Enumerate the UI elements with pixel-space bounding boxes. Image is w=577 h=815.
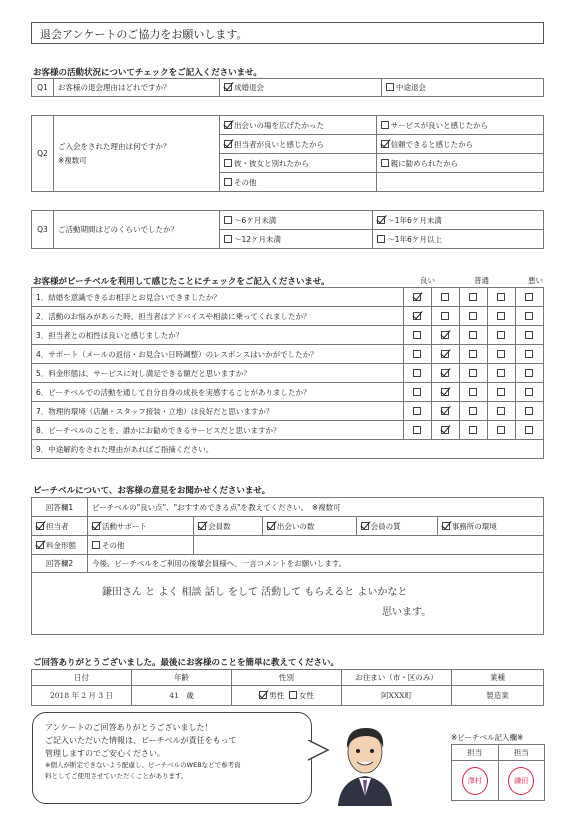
checkbox-checked[interactable] xyxy=(441,407,449,415)
note-line-1: ※個人が断定できないよう配慮し、ビーチベルのWEBなどで参考資 xyxy=(45,761,241,769)
checkbox[interactable] xyxy=(469,350,477,358)
field2-label: 回答欄2 xyxy=(32,555,88,573)
checkbox[interactable] xyxy=(497,369,505,377)
page-title: 退会アンケートのご協力をお願いします。 xyxy=(31,22,544,44)
checkbox[interactable] xyxy=(497,350,505,358)
checkbox[interactable] xyxy=(413,388,421,396)
rating-question: 6．ビーチベルでの活動を通して自分自身の成長を実感することがありましたか？ xyxy=(32,383,404,402)
date-value[interactable]: 2018 年 2 月 3 日 xyxy=(32,686,132,706)
staff-table xyxy=(451,744,545,801)
comment-line-2: 思います。 xyxy=(382,607,432,618)
staff-stamp-cell-1 xyxy=(452,761,499,801)
note-line-2: 料としてご使用させていただくことがあります。 xyxy=(45,772,188,780)
rating-question: 8．ビーチベルのことを、誰かにお勧めできるサービスだと思いますか？ xyxy=(32,421,404,440)
rating-cell[interactable] xyxy=(516,307,544,326)
q2-option-4[interactable]: 信頼できると感じたから xyxy=(376,135,543,154)
q1-table xyxy=(31,78,544,97)
rating-cell[interactable] xyxy=(516,345,544,364)
staff-stamp-cell-2 xyxy=(498,761,545,801)
q1-number: Q1 xyxy=(32,79,54,97)
checkbox[interactable] xyxy=(441,312,449,320)
thanks-line-2: ご記入いただいた情報は、ビーチベルが責任をもって xyxy=(45,736,237,745)
checkbox[interactable] xyxy=(525,388,533,396)
opinion-table xyxy=(31,497,544,635)
checkbox[interactable] xyxy=(525,312,533,320)
checkbox[interactable] xyxy=(525,426,533,434)
field2-text: 今後、ビーチベルをご利用の後輩会員様へ、一言コメントをお願いします。 xyxy=(88,555,544,573)
rating-cell[interactable] xyxy=(432,421,460,440)
checkbox[interactable] xyxy=(469,293,477,301)
rating-cell[interactable] xyxy=(460,421,488,440)
q3-number: Q3 xyxy=(32,211,54,249)
q2-option-3[interactable]: 担当者が良いと感じたから xyxy=(220,135,377,154)
checkbox-checked[interactable] xyxy=(441,331,449,339)
scale-normal: 普通 xyxy=(474,276,489,285)
rating-cell[interactable] xyxy=(488,383,516,402)
field1-label: 回答欄1 xyxy=(32,498,88,517)
checkbox[interactable] xyxy=(497,407,505,415)
rating-cell[interactable] xyxy=(516,402,544,421)
opt-other[interactable]: その他 xyxy=(88,536,194,555)
checkbox[interactable] xyxy=(525,369,533,377)
checkbox-checked[interactable] xyxy=(441,350,449,358)
thanks-line-3: 管理しますのでご安心ください。 xyxy=(45,749,165,758)
rating-cell[interactable] xyxy=(516,326,544,345)
checkbox-checked[interactable] xyxy=(441,388,449,396)
q3-option-1[interactable]: 〜6ケ月未満 xyxy=(220,211,373,230)
rating-cell[interactable] xyxy=(404,307,432,326)
checkbox[interactable] xyxy=(525,331,533,339)
q3-question: ご活動期間はどのくらいでしたか？ xyxy=(54,211,220,249)
scale-bad: 悪い xyxy=(528,276,543,285)
header-age: 年齢 xyxy=(132,670,232,686)
rating-cell[interactable] xyxy=(460,307,488,326)
rating-cell[interactable] xyxy=(404,402,432,421)
gender-cell: 男性 女性 xyxy=(232,686,342,706)
residence-value[interactable]: 阿XXX町 xyxy=(342,686,452,706)
rating-cell[interactable] xyxy=(404,421,432,440)
rating-cell[interactable] xyxy=(460,383,488,402)
profile-table xyxy=(31,669,544,706)
opt-members[interactable]: 会員数 xyxy=(194,517,263,536)
rating-cell[interactable] xyxy=(488,288,516,307)
q3-option-4[interactable]: 〜1年6ケ月以上 xyxy=(373,230,544,249)
q2-table xyxy=(31,115,544,192)
gender-female-checkbox[interactable] xyxy=(289,691,297,699)
rating-cell[interactable] xyxy=(432,364,460,383)
q1-option-1[interactable]: 成婚退会 xyxy=(220,79,382,97)
industry-value[interactable]: 製造業 xyxy=(452,686,544,706)
header-residence: お住まい（市・区のみ） xyxy=(342,670,452,686)
rating-question: 2．活動のお悩みがあった時、担当者はアドバイスや相談に乗ってくれましたか？ xyxy=(32,307,404,326)
rating-cell[interactable] xyxy=(488,421,516,440)
rating-cell[interactable] xyxy=(488,326,516,345)
rating-cell[interactable] xyxy=(404,364,432,383)
thanks-bubble xyxy=(32,712,312,804)
rating-cell[interactable] xyxy=(488,307,516,326)
rating-row xyxy=(32,307,544,326)
q3-option-2[interactable]: 〜1年6ケ月未満 xyxy=(373,211,544,230)
checkbox[interactable] xyxy=(413,426,421,434)
bubble-tail-icon xyxy=(308,740,330,764)
header-industry: 業種 xyxy=(452,670,544,686)
q2-option-2[interactable]: サービスが良いと感じたから xyxy=(376,116,543,135)
opt-office[interactable]: 事務所の環境 xyxy=(437,517,543,536)
checkbox[interactable] xyxy=(413,331,421,339)
age-value: 41 xyxy=(169,691,179,700)
rating-cell[interactable] xyxy=(460,326,488,345)
checkbox[interactable] xyxy=(469,426,477,434)
q3-table xyxy=(31,210,544,249)
q2-number: Q2 xyxy=(32,116,54,192)
checkbox-checked[interactable] xyxy=(413,293,421,301)
rating-cell[interactable] xyxy=(460,345,488,364)
rating-row xyxy=(32,364,544,383)
rating-cell[interactable] xyxy=(516,421,544,440)
opt-fee[interactable]: 料金形態 xyxy=(32,536,88,555)
checkbox[interactable] xyxy=(497,331,505,339)
checkbox[interactable] xyxy=(413,369,421,377)
rating-cell[interactable] xyxy=(432,326,460,345)
checkbox-checked[interactable] xyxy=(413,312,421,320)
checkbox[interactable] xyxy=(497,293,505,301)
gender-male-checkbox[interactable] xyxy=(259,691,267,699)
rating-cell[interactable] xyxy=(516,364,544,383)
checkbox-checked[interactable] xyxy=(441,426,449,434)
rating-question: 4．サポート（メールの返信・お見合い日時調整）のレスポンスはいかがでしたか？ xyxy=(32,345,404,364)
rating-cell[interactable] xyxy=(432,288,460,307)
rating-question: 7．物理的環境（店舗・スタッフ接装・立地）は良好だと思いますか？ xyxy=(32,402,404,421)
q1-option-2[interactable]: 中途退会 xyxy=(382,79,544,97)
opt-support[interactable]: 活動サポート xyxy=(88,517,194,536)
q2-option-1[interactable]: 出会いの場を広げたかった xyxy=(220,116,377,135)
checkbox[interactable] xyxy=(497,388,505,396)
rating-cell[interactable] xyxy=(516,288,544,307)
section2-heading: お客様がビーチベルを利用して感じたことにチェックをご記入くださいませ。 xyxy=(33,277,330,287)
comment-line-1: 鎌田さん と よく 相談 話し をして 活動して もらえると よいかなと xyxy=(102,587,408,598)
rating-row xyxy=(32,421,544,440)
checkbox[interactable] xyxy=(497,426,505,434)
scale-good: 良い xyxy=(420,276,435,285)
rating-row xyxy=(32,288,544,307)
thanks-line-1: アンケートのご回答ありがとうございました！ xyxy=(45,723,213,732)
checkbox[interactable] xyxy=(441,293,449,301)
rating-cell[interactable] xyxy=(404,345,432,364)
checkbox[interactable] xyxy=(469,369,477,377)
rating-cell[interactable] xyxy=(488,345,516,364)
checkbox[interactable] xyxy=(469,388,477,396)
rating-question: 5．料金形態は、サービスに対し満足できる額だと思いますか？ xyxy=(32,364,404,383)
section3-heading: ビーチベルについて、お客様の意見をお聞かせくださいませ。 xyxy=(33,486,271,496)
checkbox[interactable] xyxy=(469,331,477,339)
opt-tantou[interactable]: 担当者 xyxy=(32,517,88,536)
rating-row xyxy=(32,326,544,345)
rating-cell[interactable] xyxy=(432,402,460,421)
opt-meetings[interactable]: 出会いの数 xyxy=(262,517,356,536)
rating-cell[interactable] xyxy=(460,364,488,383)
rating-table xyxy=(31,287,544,459)
q2-question: ご入会をされた理由は何ですか？ ※複数可 xyxy=(54,116,220,192)
comment-area[interactable] xyxy=(32,573,544,635)
checkbox-checked[interactable] xyxy=(224,83,232,91)
rating-question-9: 9．中途解約をされた理由があればご指摘ください。 xyxy=(32,440,544,459)
opt-quality[interactable]: 会員の質 xyxy=(356,517,437,536)
rating-row xyxy=(32,402,544,421)
rating-question: 3．担当者との相性は良いと感じましたか？ xyxy=(32,326,404,345)
section1-heading: お客様の活動状況についてチェックをご記入くださいませ。 xyxy=(33,68,262,78)
q1-question: お客様の退会理由はどれですか？ xyxy=(54,79,220,97)
rating-cell[interactable] xyxy=(460,402,488,421)
rating-cell[interactable] xyxy=(432,307,460,326)
rating-cell[interactable] xyxy=(404,326,432,345)
checkbox[interactable] xyxy=(413,350,421,358)
rating-question: 1．結婚を意識できるお相手とお見合いできましたか？ xyxy=(32,288,404,307)
checkbox[interactable] xyxy=(469,312,477,320)
rating-row xyxy=(32,383,544,402)
staff-caricature-icon xyxy=(330,718,400,806)
header-gender: 性別 xyxy=(232,670,342,686)
hanko-stamp-1: 澤村 xyxy=(462,767,488,795)
rating-cell[interactable] xyxy=(404,383,432,402)
q2-option-7[interactable]: その他 xyxy=(220,173,377,192)
staff-col-2: 担当 xyxy=(498,745,545,761)
rating-cell[interactable] xyxy=(432,383,460,402)
section4-heading: ご回答ありがとうございました。最後にお客様のことを簡単に教えてください。 xyxy=(33,658,340,668)
header-date: 日付 xyxy=(32,670,132,686)
staff-section-title: ※ビーチベル記入欄※ xyxy=(451,733,524,742)
q3-option-3[interactable]: 〜12ケ月未満 xyxy=(220,230,373,249)
rating-cell[interactable] xyxy=(432,345,460,364)
checkbox[interactable] xyxy=(386,83,394,91)
age-cell[interactable]: 41 歳 xyxy=(132,686,232,706)
rating-row xyxy=(32,345,544,364)
rating-cell[interactable] xyxy=(488,402,516,421)
field1-text: ビーチベルの"良い点"、"おすすめできる点"を教えてください。 ※複数可 xyxy=(88,498,544,517)
checkbox-checked[interactable] xyxy=(441,369,449,377)
rating-cell[interactable] xyxy=(516,383,544,402)
checkbox[interactable] xyxy=(497,312,505,320)
rating-cell[interactable] xyxy=(460,288,488,307)
checkbox[interactable] xyxy=(525,407,533,415)
q2-option-6[interactable]: 親に勧められたから xyxy=(376,154,543,173)
staff-col-1: 担当 xyxy=(452,745,499,761)
q2-option-5[interactable]: 彼・彼女と別れたから xyxy=(220,154,377,173)
rating-cell[interactable] xyxy=(404,288,432,307)
checkbox[interactable] xyxy=(525,293,533,301)
checkbox[interactable] xyxy=(469,407,477,415)
checkbox[interactable] xyxy=(525,350,533,358)
rating-cell[interactable] xyxy=(488,364,516,383)
hanko-stamp-2: 鎌田 xyxy=(508,767,534,795)
checkbox[interactable] xyxy=(413,407,421,415)
